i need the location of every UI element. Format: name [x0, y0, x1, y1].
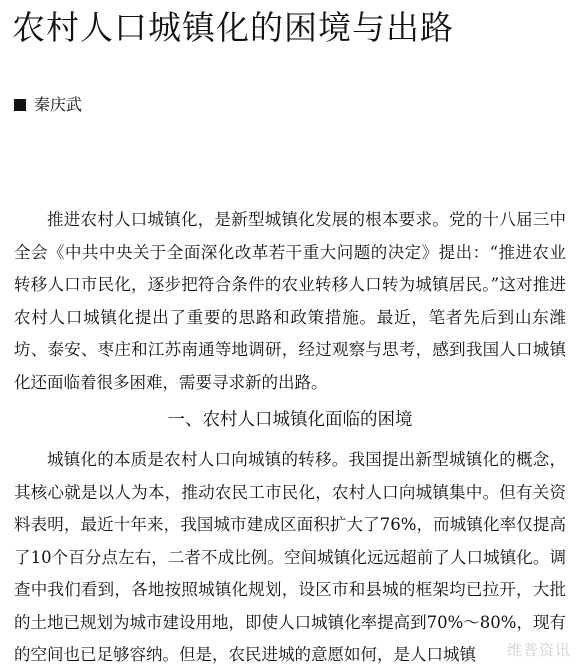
section-paragraph: 城镇化的本质是农村人口向城镇的转移。我国提出新型城镇化的概念，其核心就是以人为本，推动农民工市民化，农村人口向城镇集中。但有关资料表明，最近十年来，我国城市建成区面积扩大了76%，而城镇化率仅提高了10个百分点左右，二者不成比例。空间城镇化远远超前了人口城镇化。调查中我们看到，各地按照城镇化规划，设区市和县城的框架均已拉开，大批的土地已规划为城市建设用地，即使人口城镇化率提高到70%～80%，现有的空间也已足够容纳。但是，农民进城的意愿如何，是人口城镇 [14, 450, 566, 664]
watermark: 维普资讯 [506, 641, 571, 659]
author-name: 秦庆武 [34, 95, 83, 114]
intro-paragraph: 推进农村人口城镇化，是新型城镇化发展的根本要求。党的十八届三中全会《中共中央关于全面深化改革若干重大问题的决定》提出：“推进农业转移人口市民化，逐步把符合条件的农业转移人口转为城镇居民。”这对推进农村人口城镇化提出了重要的思路和政策措施。最近，笔者先后到山东潍坊、泰安、枣庄和江苏南通等地调研，经过观察与思考，感到我国人口城镇化还面临着很多困难，需要寻求新的出路。 [14, 210, 566, 392]
author-line [14, 94, 82, 116]
article-body [14, 204, 566, 672]
section-heading: 一、农村人口城镇化面临的困境 [167, 410, 413, 430]
article-title: 农村人口城镇化的困境与出路 [12, 8, 454, 47]
black-square-icon [14, 99, 26, 111]
